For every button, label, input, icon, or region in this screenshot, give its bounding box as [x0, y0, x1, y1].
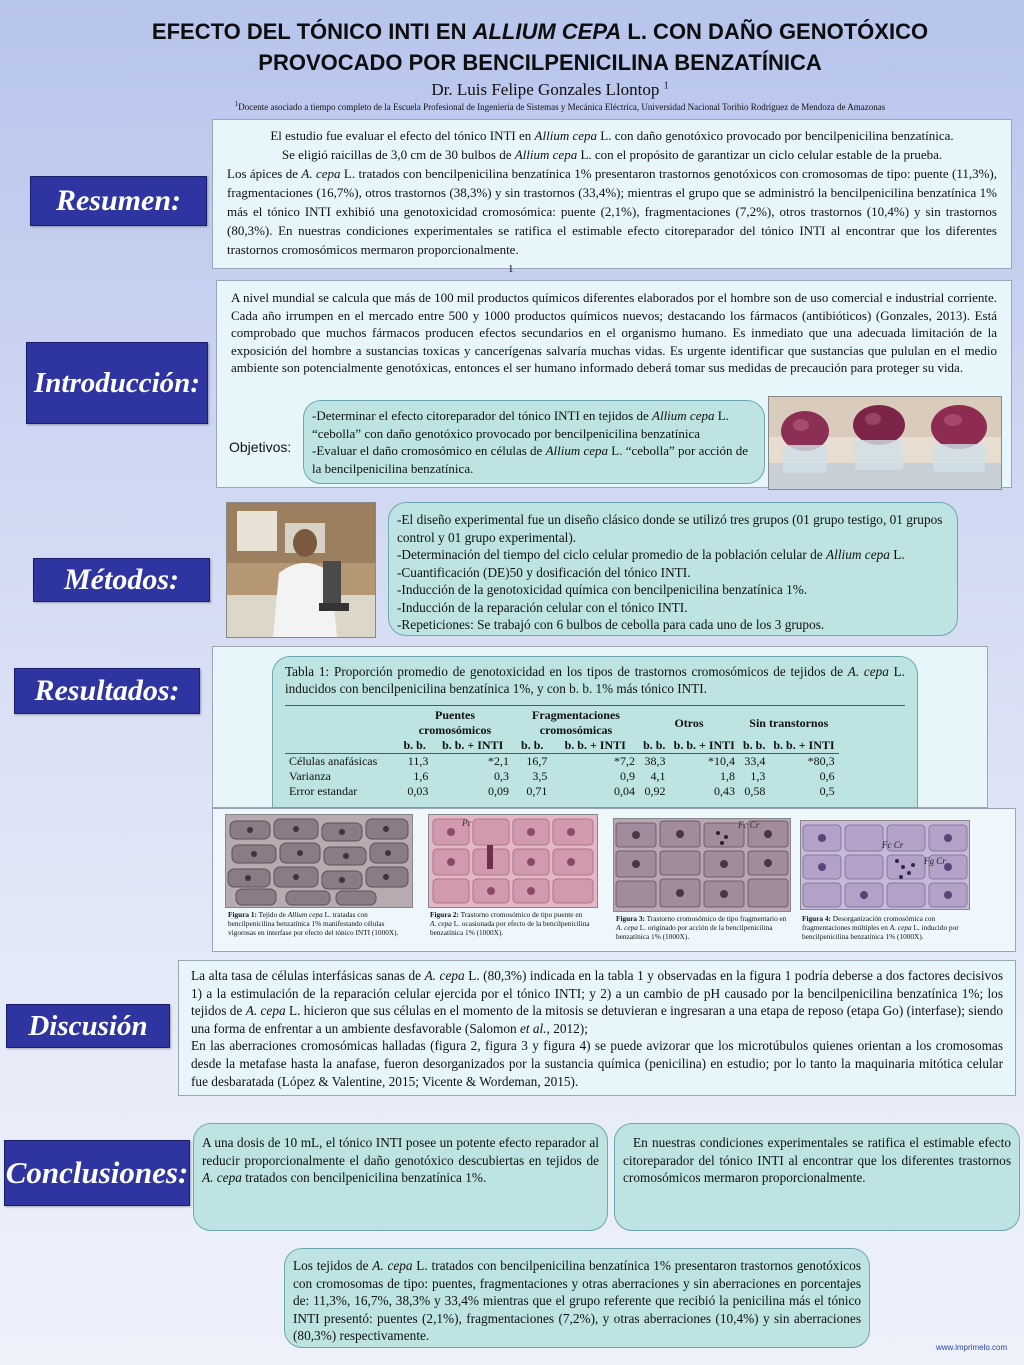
table-cell: 0,9 — [620, 769, 635, 783]
table-cell: 0,43 — [714, 784, 735, 798]
conclusion-3c: L. tratados con bencilpenicilina benzatínica 1% presentaron trastornos genotóxicos con cromosomas de tipo: puentes, fragmentaciones y otras aberraciones y sin aberraciones en porcentajes de: 11,3%, 16,7%, 38,3% y 33,4% mientras que el grupo referente que recibió la penicilina más el tónico INTI presentó: puentes (2,1%), fragmentaciones (7,2%), y otras aberraciones (10,4%) y sin aberraciones (80,3%) respectivamente. — [293, 1258, 861, 1343]
metodos-line-2c: L. — [889, 547, 905, 562]
table-caption — [285, 663, 905, 697]
table-cell: 0,03 — [407, 784, 429, 798]
fig3-label: Figura 3: — [616, 914, 645, 923]
table-cell: 1,6 — [413, 769, 429, 783]
discusion-p1b: A. cepa — [424, 968, 465, 983]
discusion-p1a: La alta tasa de células interfásicas sanas de — [191, 968, 425, 983]
author — [200, 80, 900, 100]
fig1-label: Figura 1: — [228, 910, 257, 919]
table-cell: 0,3 — [494, 769, 509, 783]
figure-4-caption — [802, 914, 968, 941]
label-resultados — [14, 668, 200, 714]
table-caption-b: A. cepa — [847, 664, 889, 679]
fig1-b: Tejido de — [256, 910, 288, 919]
table-group-3: Sin transtornos — [749, 715, 829, 730]
metodos-line-6: -Repeticiones: Se trabajó con 6 bulbos de cebolla para cada uno de los 3 grupos. — [397, 617, 825, 632]
conclusion-2 — [614, 1123, 1020, 1231]
objetivo-2b: Allium cepa — [545, 443, 609, 458]
label-conclusiones — [4, 1140, 190, 1206]
label-discusion — [6, 1004, 170, 1048]
objetivos-label: Objetivos: — [229, 439, 292, 455]
objetivo-2c: L. “cebolla” por acción de la bencilpenicilina benzatínica. — [312, 443, 749, 476]
table-cell: *80,3 — [807, 754, 835, 768]
metodos-line-2 — [397, 546, 949, 564]
metodos-line-2b: Allium cepa — [826, 547, 890, 562]
table-row — [285, 784, 839, 799]
table-cell: 33,4 — [744, 754, 766, 768]
label-discusion-text: Discusión — [28, 1009, 148, 1042]
objetivo-2a: -Evaluar el daño cromosómico en células de — [312, 443, 546, 458]
objetivos-box — [303, 400, 765, 484]
discusion-p1e: L. hicieron que sus células en el momento de la mitosis se detuvieran e ingresaran a una etapa de reposo (etapa Go) (interfase); siendo una forma de enfrentar a un ambiente desfavorable (Salomon — [191, 1003, 1003, 1036]
objetivo-1c: L. “cebolla” con daño genotóxico provocado por bencilpenicilina benzatínica — [312, 408, 729, 441]
discusion-p1d: A. cepa — [245, 1003, 286, 1019]
onion-photo-image — [769, 397, 1001, 489]
resumen-p2b: Allium cepa — [514, 147, 578, 162]
metodos-line-4: -Inducción de la genotoxicidad química con bencilpenicilina benzatínica 1%. — [397, 582, 808, 597]
fig4-label: Figura 4: — [802, 914, 831, 923]
conclusion-3a: Los tejidos de — [293, 1258, 373, 1273]
author-sup: 1 — [663, 80, 669, 92]
table-row-label: Error estandar — [289, 784, 358, 798]
fig4-c: A. cepa — [889, 923, 912, 932]
figure-3-image — [613, 818, 791, 912]
figure-2-image — [428, 814, 598, 908]
table-group-1: Fragmentaciones cromosómicas — [532, 708, 620, 737]
table-cell: 4,1 — [650, 769, 666, 783]
table-cell: *7,2 — [614, 754, 635, 768]
table-cell: 0,04 — [614, 784, 635, 798]
affiliation — [150, 100, 970, 112]
discusion-p1c: L. (80,3%) indicada en la tabla 1 y observadas en la figura 1 podría deberse a dos factores decisivos 1) a la estimulación de la reparación celular ejercida por el tónico INTI; y 2) a un cambio de pH causado por la bencilpenicilina benzatínica 1%; los tejidos de — [191, 968, 1003, 1019]
affiliation-sup: 1 — [234, 100, 239, 108]
conclusion-3b: A. cepa — [372, 1258, 413, 1273]
results-table — [285, 708, 839, 799]
resumen-p1a: El estudio fue evaluar el efecto del tónico INTI en — [270, 128, 535, 143]
table-sub-bbi: b. b. + INTI — [564, 738, 626, 752]
fig3-d: L. originado por acción de la bencilpenicilina benzatínica 1% (1000X). — [616, 923, 773, 941]
discusion-panel — [178, 960, 1016, 1096]
table-box — [272, 656, 918, 808]
resumen-p3c: L. tratados con bencilpenicilina benzatínica 1% presentaron trastornos genotóxicos con cromosomas de tipo: puente (11,3%), fragmentaciones (16,7%), otros trastornos (38,3%) y sin trastornos (33,4%); mientras el grupo que se administró la bencilpenicilina benzatínica 1% más el tónico INTI exhibió una genotoxicidad cromosómica: puente (2,1%), fragmentaciones (7,2%), otros trastornos (10,4%) y sin trastornos (80,3%). En nuestras condiciones experimentales se ratifica el estimable efecto citoreparador del tónico INTI al encontrar que los diferentes trastornos cromosómicos mermaron proporcionalmente. — [227, 166, 997, 257]
discusion-p1 — [191, 967, 1003, 1037]
figure-4-mark-2: Fg Cr — [924, 856, 946, 866]
table-cell: 0,5 — [819, 784, 835, 798]
table-cell: 1,3 — [750, 769, 766, 783]
table-sub-bb: b. b. — [403, 738, 426, 752]
table-row-label: Varianza — [289, 769, 331, 783]
label-metodos — [33, 558, 210, 602]
table-cell: 0,58 — [744, 784, 766, 798]
fig2-d: L. ocasionada por efecto de la bencilpenicilina benzatínica 1% (1000X). — [430, 919, 590, 937]
conclusion-3 — [284, 1248, 870, 1348]
fig1-c: Allium cepa — [287, 910, 323, 919]
table-group-row — [285, 708, 839, 738]
figure-3-caption — [616, 914, 788, 941]
discusion-p1f: et al., — [519, 1020, 550, 1036]
table-sub-bb: b. b. — [521, 738, 544, 752]
table-sub-bb: b. b. — [643, 738, 666, 752]
table-cell: 38,3 — [644, 754, 666, 768]
introduccion-text: A nivel mundial se calcula que más de 100 mil productos químicos diferentes elaborados por el hombre son de uso comercial e industrial corriente. Cada año irrumpen en el mercado entre 500 y 1000 productos químicos nuevos; destacando los fármacos (antibióticos) (Gonzales, 2013). Está comprobado que muchos fármacos producen efectos secundarios en el organismo humano. Es inmediato que una adecuada limitación de la exposición del hombre a sustancias toxicas y cancerígenas salvaría muchas vidas. Es urgente identificar que sustancias que pululan en el medio ambiente son potencialmente genotóxicas, entonces el ser humano informado deberá tomar sus medidas de precaución para proteger su vida. — [231, 290, 997, 376]
resumen-p2a: Se eligió raicillas de 3,0 cm de 30 bulbos de — [281, 147, 515, 162]
affiliation-text: Docente asociado a tiempo completo de la Escuela Profesional de Ingeniería de Sistemas y Mecánica Eléctrica, Universidad Nacional Toribio Rodríguez de Mendoza de Amazonas — [238, 102, 886, 112]
fig4-b: Desorganización cromosómica con fragmentaciones múltiples en — [802, 914, 936, 932]
resumen-p2c: L. con el propósito de garantizar un ciclo celular estable de la prueba. — [577, 147, 943, 162]
figure-4-mark-1: Fc Cr — [882, 840, 904, 850]
table-sub-corner — [285, 738, 397, 754]
table-cell: 0,09 — [488, 784, 509, 798]
figure-3-mark: Fc Cr — [738, 820, 760, 830]
conclusion-1c: tratados con bencilpenicilina benzatínica 1%. — [241, 1170, 487, 1185]
resumen-p1c: L. con daño genotóxico provocado por bencilpenicilina benzatínica. — [597, 128, 954, 143]
resumen-p1 — [227, 126, 997, 145]
fig1-d: L. tratadas con bencilpenicilina benzatínica 1% manifestando células vigorosas en interfase por efecto del tónico INTI (1000X). — [228, 910, 399, 937]
label-introduccion — [26, 342, 208, 424]
table-row-label: Células anafásicas — [289, 754, 378, 768]
conclusion-2-text: En nuestras condiciones experimentales se ratifica el estimable efecto citoreparador del tónico INTI al encontrar que los diferentes trastornos cromosómicos mermaron proporcionalmente. — [623, 1135, 1011, 1185]
table-row — [285, 769, 839, 784]
table-rule — [285, 705, 905, 706]
table-sub-bbi: b. b. + INTI — [673, 738, 735, 752]
table-cell: 0,92 — [644, 784, 666, 798]
fig2-c: A. cepa — [430, 919, 452, 928]
table-sub-bbi: b. b. + INTI — [773, 738, 835, 752]
table-sub-bb: b. b. — [743, 738, 766, 752]
label-resultados-text: Resultados: — [34, 674, 180, 707]
micrograph-1 — [226, 815, 412, 907]
fig4-d: L. inducido por bencilpenicilina benzatínica 1% (1000X). — [802, 923, 959, 941]
table-cell: 0,6 — [819, 769, 835, 783]
fig3-c: A. cepa — [616, 923, 638, 932]
micrograph-2 — [429, 815, 597, 907]
objetivo-1 — [312, 407, 756, 442]
resumen-p3 — [227, 164, 997, 259]
fig2-b: Trastorno cromosómico de tipo puente en — [458, 910, 583, 919]
table-sub-row — [285, 738, 839, 754]
table-group-0: Puentes cromosómicos — [418, 708, 492, 737]
metodos-box — [388, 502, 958, 636]
figure-1-caption — [228, 910, 410, 937]
table-caption-a: Tabla 1: Proporción promedio de genotoxicidad en los tipos de trastornos cromosómicos de tejidos de — [285, 664, 848, 679]
table-cell: 16,7 — [526, 754, 548, 768]
resumen-p2 — [227, 145, 997, 164]
metodos-line-2a: -Determinación del tiempo del ciclo celular promedio de la población celular de — [397, 547, 827, 562]
metodos-line-5: -Inducción de la reparación celular con el tónico INTI. — [397, 599, 688, 615]
table-cell: 11,3 — [407, 754, 429, 768]
label-resumen — [30, 176, 207, 226]
conclusion-1 — [193, 1123, 608, 1231]
title-line2: PROVOCADO POR BENCILPENICILINA BENZATÍNICA — [258, 50, 822, 75]
researcher-photo — [226, 502, 376, 638]
label-metodos-text: Métodos: — [64, 563, 179, 596]
figure-2-caption — [430, 910, 590, 937]
title-part1: EFECTO DEL TÓNICO INTI EN — [151, 19, 473, 44]
metodos-line-1: -El diseño experimental fue un diseño clásico donde se utilizó tres grupos (01 grupo testigo, 01 grupos control y 01 grupo experimental). — [397, 512, 943, 545]
discusion-p1g: 2012); — [549, 1020, 588, 1036]
label-resumen-text: Resumen: — [55, 184, 181, 217]
metodos-line-3: -Cuantificación (DE)50 y dosificación del tónico INTI. — [397, 564, 691, 580]
researcher-photo-image — [227, 503, 375, 637]
table-sub-bbi: b. b. + INTI — [442, 738, 504, 752]
resumen-p1b: Allium cepa — [534, 128, 598, 143]
resumen-panel — [212, 119, 1012, 269]
figure-2-mark: Pc — [462, 818, 472, 828]
table-corner — [285, 708, 397, 738]
conclusion-1a: A una dosis de 10 mL, el tónico INTI posee un potente efecto reparador al reducir proporcionalmente el daño genotóxico descubiertas en tejidos de — [202, 1135, 599, 1168]
resumen-p3a: Los ápices de — [227, 166, 302, 181]
footer-site[interactable]: www.imprimelo.com — [936, 1343, 1008, 1352]
title-species: ALLIUM CEPA — [472, 19, 622, 44]
resumen-footnote: 1 — [508, 263, 514, 275]
label-introduccion-text: Introducción: — [34, 366, 200, 399]
fig3-b: Trastorno cromosómico de tipo fragmentario en — [644, 914, 787, 923]
table-cell: 1,8 — [720, 769, 735, 783]
table-group-2: Otros — [674, 715, 704, 730]
table-caption-c: L. inducidos con bencilpenicilina benzatínica 1%, y con b. b. 1% más tónico INTI. — [285, 664, 905, 696]
title-part2: L. CON DAÑO GENOTÓXICO — [621, 19, 929, 44]
label-conclusiones-text: Conclusiones: — [5, 1155, 189, 1190]
figure-1-image — [225, 814, 413, 908]
discusion-p2: En las aberraciones cromosómicas halladas (figura 2, figura 3 y figura 4) se puede avizorar que los microtúbulos quienes orientan a los cromosomas desde la metafase hasta la anafase, fueron desorganizados por la sustancia química (penicilina) en estudio; por lo tanto la maquinaria mitótica celular fue desbaratada (López & Valentine, 2015; Vicente & Wordeman, 2015). — [191, 1038, 1003, 1089]
table-cell: 0,71 — [526, 784, 548, 798]
table-cell: *2,1 — [488, 754, 509, 768]
table-row — [285, 754, 839, 770]
poster-title — [100, 16, 980, 78]
conclusion-1b: A. cepa — [202, 1170, 242, 1185]
author-name: Dr. Luis Felipe Gonzales Llontop — [431, 80, 660, 99]
resumen-p3b: A. cepa — [301, 166, 341, 181]
table-cell: *10,4 — [708, 754, 735, 768]
objetivo-1b: Allium cepa — [652, 408, 715, 423]
objetivo-2 — [312, 442, 756, 477]
onion-photo — [768, 396, 1002, 490]
objetivo-1a: -Determinar el efecto citoreparador del tónico INTI en tejidos de — [312, 408, 653, 423]
micrograph-3 — [614, 819, 790, 911]
fig2-label: Figura 2: — [430, 910, 459, 919]
table-cell: 3,5 — [532, 769, 548, 783]
